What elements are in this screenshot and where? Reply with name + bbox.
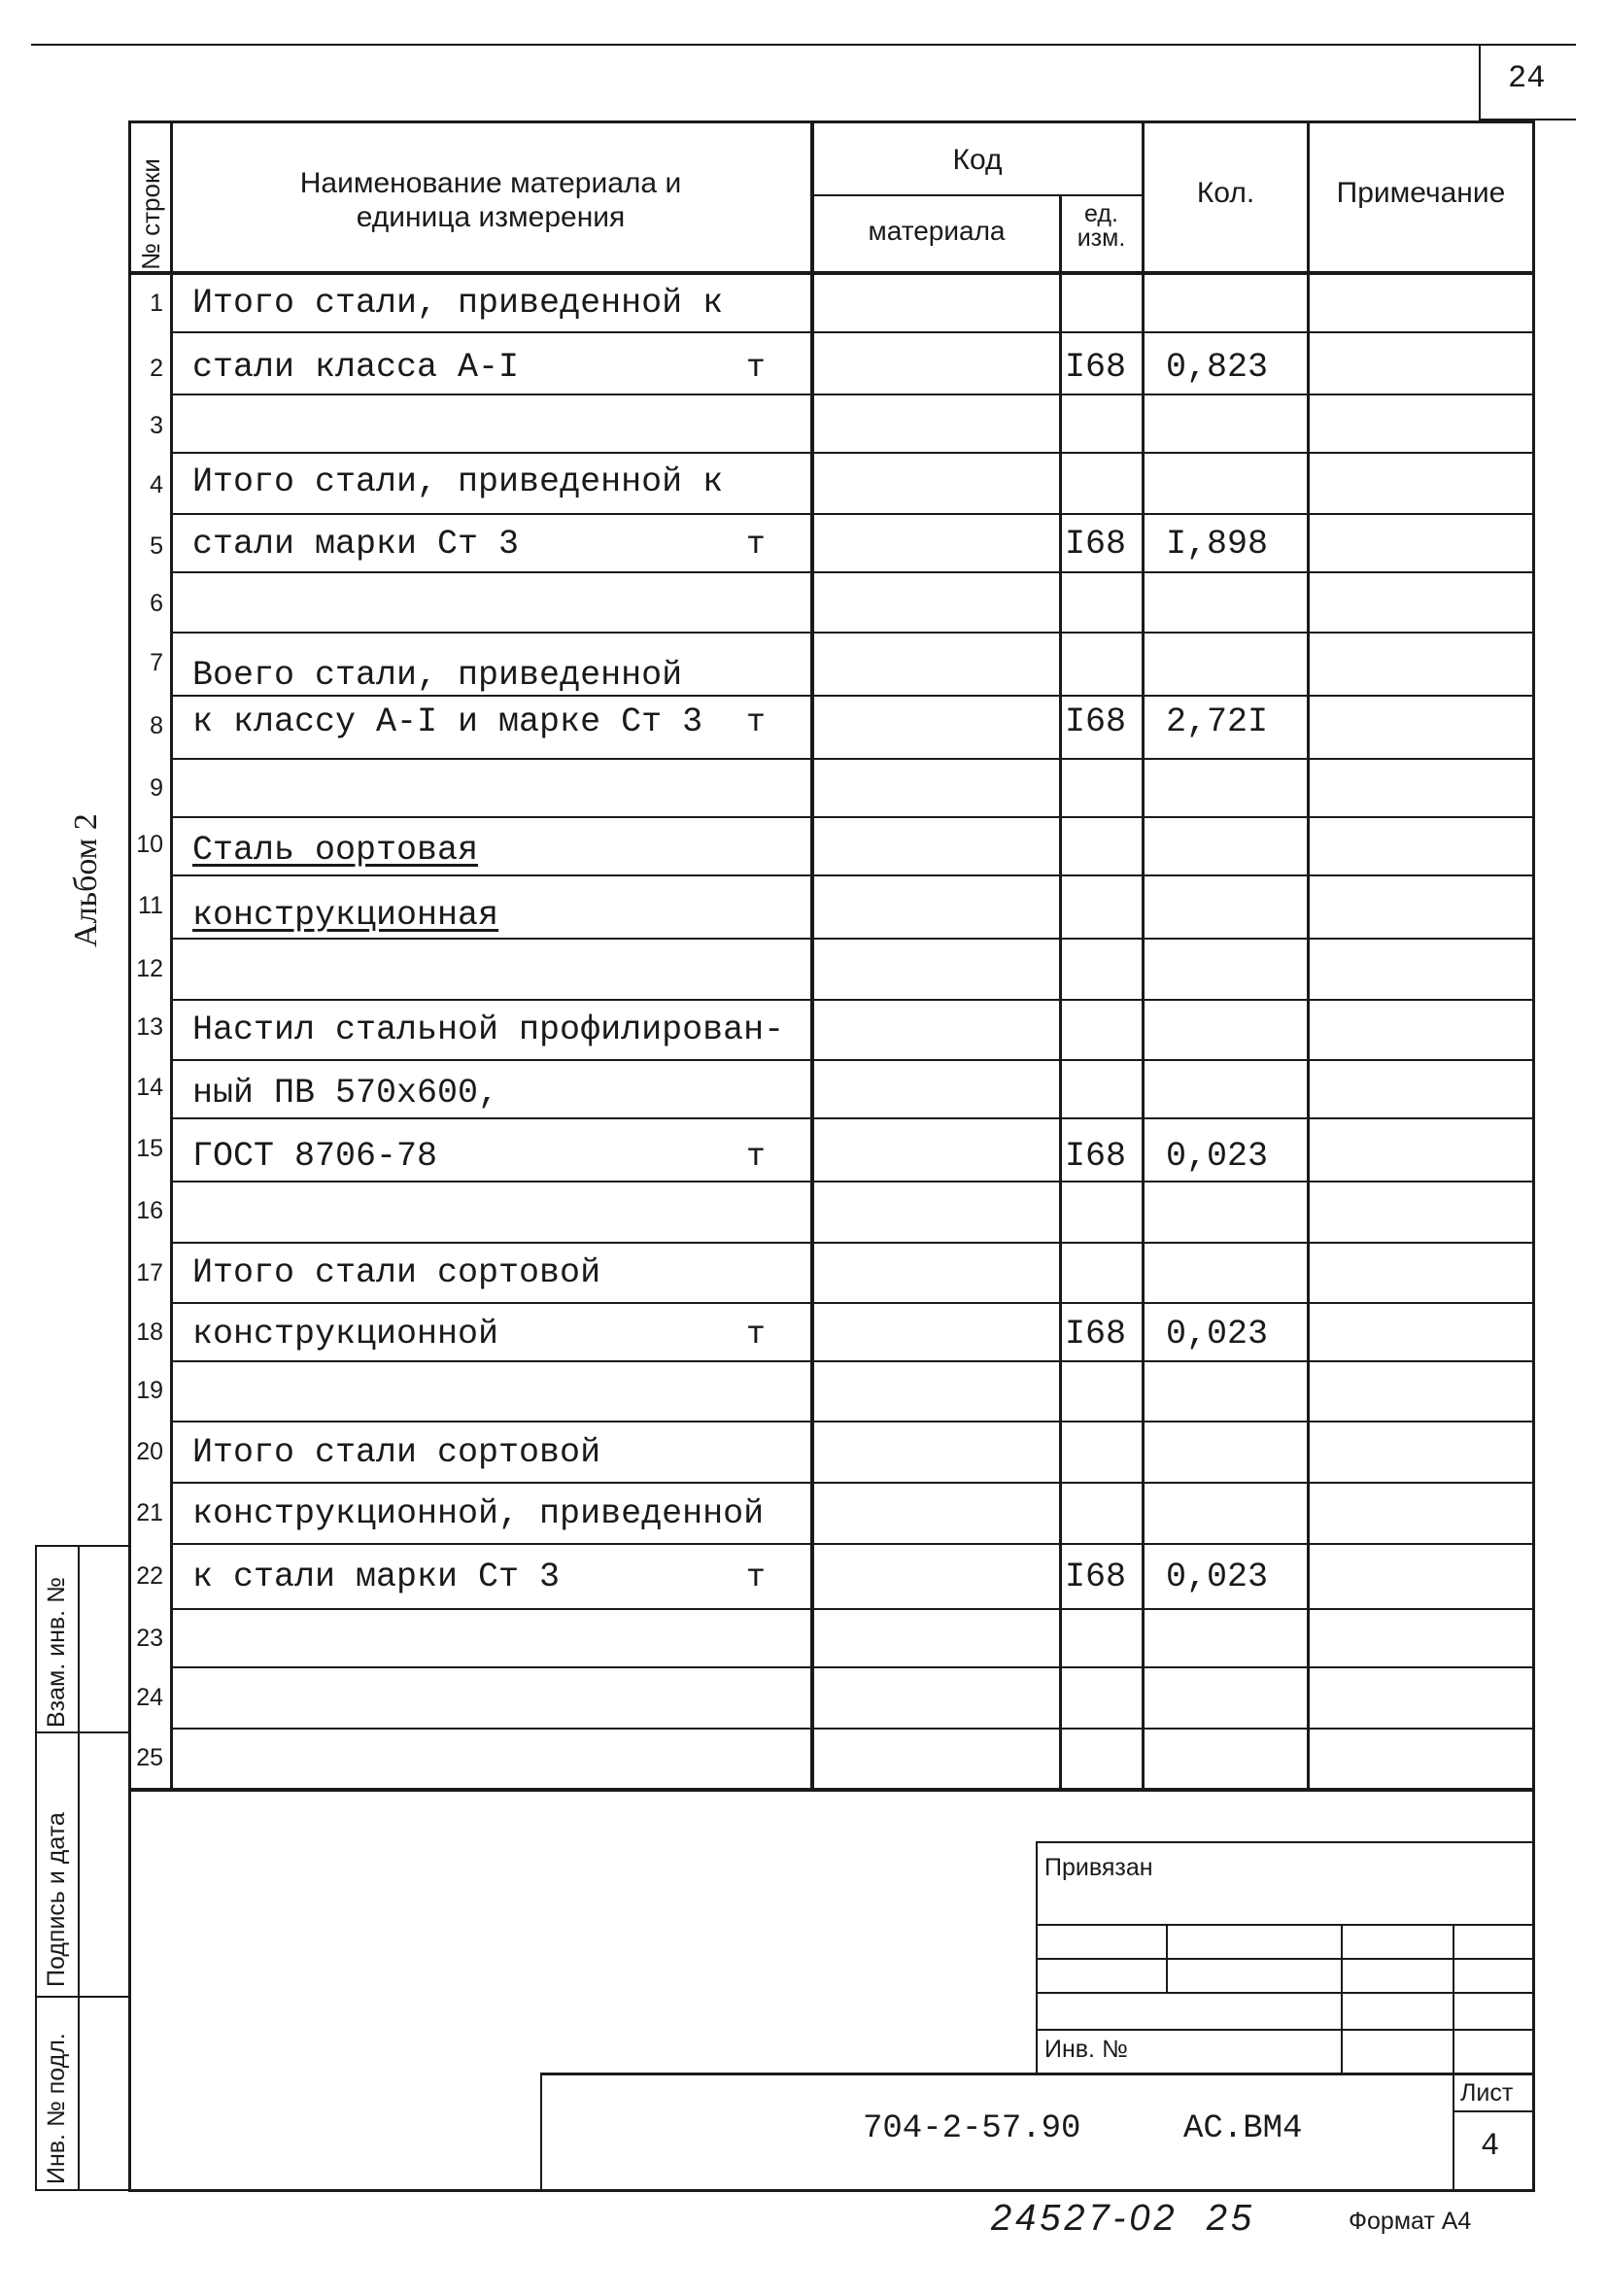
strip-bottom (35, 2189, 130, 2191)
col-unit-right (1142, 120, 1145, 1790)
row-line (170, 1242, 1532, 1244)
row-line (170, 513, 1532, 515)
stamp-line (1036, 2029, 1533, 2031)
col-name-right (810, 120, 814, 1790)
row-number: 6 (150, 590, 163, 617)
inv-no-label: Инв. № (1044, 2036, 1128, 2063)
row-line (170, 331, 1532, 333)
stamp-line (1036, 1924, 1533, 1926)
row-line (170, 394, 1532, 395)
inv-podl-label: Инв. № подл. (43, 2033, 70, 2184)
header-name (175, 167, 806, 234)
row-quantity: 0,023 (1166, 1558, 1269, 1596)
row-text: Воего стали, приведенной (192, 656, 683, 695)
row-unit: т (746, 527, 766, 563)
row-number: 20 (136, 1438, 163, 1465)
header-unit-line1: ед. (1084, 200, 1118, 227)
col-qty-right (1307, 120, 1310, 1790)
row-line (170, 1482, 1532, 1484)
row-line (170, 1543, 1532, 1545)
header-qty: Кол. (1196, 177, 1255, 209)
header-unit-line2: изм. (1077, 224, 1126, 252)
header-row-number: № строки (136, 158, 165, 270)
stamp-top (1036, 1841, 1533, 1843)
frame-bottom (128, 2189, 1535, 2192)
stamp-col (1453, 1924, 1454, 2191)
row-unit: т (746, 704, 766, 740)
row-quantity: I,898 (1166, 525, 1269, 564)
strip-divider (78, 1545, 80, 2191)
row-text: Итого стали, приведенной к (192, 463, 724, 501)
row-text: ный ПВ 570х600, (192, 1074, 499, 1113)
album-label: Альбом 2 (68, 813, 104, 947)
col-rowno-right (170, 120, 173, 1790)
row-text: Итого стали сортовой (192, 1253, 601, 1292)
row-line (170, 452, 1532, 454)
row-number: 16 (136, 1197, 163, 1224)
page-number: 24 (1508, 60, 1546, 96)
row-unit-code: I68 (1065, 1137, 1127, 1176)
row-text: к классу А-I и марке Ст 3 (192, 703, 703, 741)
row-line (170, 1360, 1532, 1362)
row-text: Итого стали сортовой (192, 1433, 601, 1472)
row-line (170, 695, 1532, 697)
row-number: 4 (150, 471, 163, 498)
header-name-line2: единица измерения (356, 200, 626, 233)
row-number: 2 (150, 355, 163, 382)
row-text: ГОСТ 8706-78 (192, 1137, 438, 1176)
row-unit: т (746, 1139, 766, 1175)
row-line (170, 1728, 1532, 1730)
row-quantity: 0,823 (1166, 348, 1269, 387)
row-line (170, 1666, 1532, 1668)
signature-date-label: Подпись и дата (43, 1812, 70, 1987)
row-number: 25 (136, 1744, 163, 1771)
row-unit: т (746, 350, 766, 386)
row-number: 17 (136, 1259, 163, 1286)
col-material-right (1059, 196, 1062, 1790)
header-code: Код (952, 144, 1003, 176)
frame-top (130, 120, 1535, 123)
stamp-col (1341, 1924, 1343, 2074)
row-number: 11 (138, 892, 163, 919)
stamp-line (1036, 1992, 1533, 1994)
header-code-material: материала (868, 216, 1006, 246)
list-label-line (1453, 2110, 1533, 2112)
row-unit: т (746, 1559, 766, 1595)
row-text: Сталь оортовая (192, 831, 479, 870)
format-label: Формат А4 (1349, 2208, 1472, 2235)
table-bottom (130, 1788, 1535, 1792)
row-text: конструкционной, приведенной (192, 1494, 765, 1533)
row-line (170, 874, 1532, 876)
row-number: 10 (136, 831, 163, 858)
row-number: 14 (136, 1074, 163, 1101)
page-number-box-left (1479, 44, 1481, 120)
row-line (170, 938, 1532, 940)
row-number: 3 (150, 412, 163, 439)
row-number: 24 (136, 1684, 163, 1711)
row-text: к стали марки Ст 3 (192, 1558, 561, 1596)
row-unit-code: I68 (1065, 348, 1127, 387)
handwritten-number: 24527-02 25 (991, 2198, 1255, 2239)
header-bottom (130, 271, 1535, 275)
row-number: 23 (136, 1625, 163, 1652)
strip-top (35, 1545, 130, 1547)
row-line (170, 1059, 1532, 1061)
row-line (170, 571, 1532, 573)
privyazan-label: Привязан (1044, 1854, 1153, 1881)
row-number: 5 (150, 532, 163, 560)
strip-sep (35, 1996, 130, 1998)
stamp-line (1036, 1958, 1533, 1960)
row-number: 9 (150, 774, 163, 802)
row-line (170, 816, 1532, 818)
row-line (170, 758, 1532, 760)
row-unit-code: I68 (1065, 703, 1127, 741)
row-unit: т (746, 1317, 766, 1353)
vzam-label: Взам. инв. № (43, 1577, 70, 1728)
row-unit-code: I68 (1065, 1315, 1127, 1354)
header-name-line1: Наименование материала и (299, 167, 682, 199)
document-code: 704-2-57.90 (863, 2110, 1081, 2147)
row-line (170, 1421, 1532, 1422)
row-number: 1 (150, 290, 163, 317)
title-block-top (540, 2073, 1533, 2075)
row-line (170, 1608, 1532, 1610)
header-note: Примечание (1336, 177, 1506, 209)
row-line (170, 632, 1532, 634)
row-number: 18 (136, 1319, 163, 1346)
row-line (170, 1302, 1532, 1304)
row-number: 22 (136, 1562, 163, 1590)
row-number: 19 (136, 1377, 163, 1404)
row-quantity: 2,72I (1166, 703, 1269, 741)
row-quantity: 0,023 (1166, 1137, 1269, 1176)
frame-right (1532, 120, 1535, 2192)
row-text: конструкционной (192, 1315, 499, 1354)
header-code-split (812, 194, 1143, 196)
row-line (170, 1181, 1532, 1182)
header-code-unit (1061, 202, 1142, 251)
stamp-col (1166, 1924, 1168, 1994)
row-number: 8 (150, 712, 163, 739)
row-number: 7 (150, 649, 163, 676)
row-text: стали класса А-I (192, 348, 520, 387)
row-number: 21 (136, 1499, 163, 1526)
document-mark: АС.ВМ4 (1183, 2110, 1303, 2147)
row-text: Итого стали, приведенной к (192, 284, 724, 323)
strip-left (35, 1545, 37, 2191)
title-block-left (540, 2073, 542, 2191)
strip-sep (35, 1731, 130, 1733)
list-number: 4 (1481, 2128, 1500, 2164)
row-line (170, 999, 1532, 1001)
row-quantity: 0,023 (1166, 1315, 1269, 1354)
row-number: 15 (136, 1135, 163, 1162)
row-number: 12 (136, 955, 163, 982)
row-number: 13 (136, 1013, 163, 1041)
row-text: Настил стальной профилирован- (192, 1011, 785, 1049)
row-line (170, 1117, 1532, 1119)
row-unit-code: I68 (1065, 525, 1127, 564)
row-text: стали марки Ст 3 (192, 525, 520, 564)
row-unit-code: I68 (1065, 1558, 1127, 1596)
list-label: Лист (1460, 2079, 1514, 2107)
top-rule (31, 44, 1576, 46)
row-text: конструкционная (192, 896, 499, 935)
